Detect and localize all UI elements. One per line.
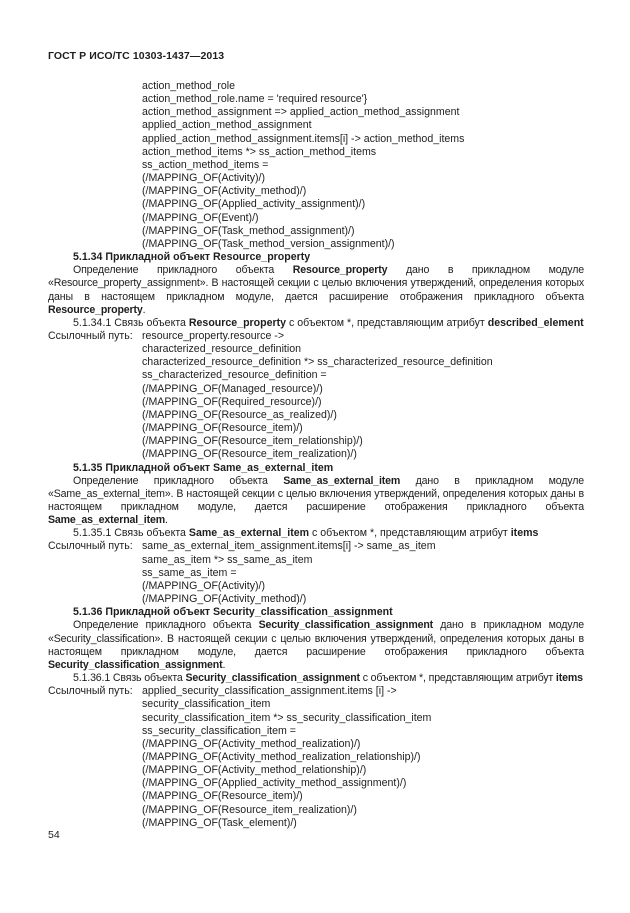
text-run: Определение прикладного объекта (73, 264, 293, 277)
section-heading: 5.1.36 Прикладной объект Security_classification_assignment (73, 606, 393, 619)
code-line: applied_action_method_assignment.items[i] -> action_method_items (142, 132, 465, 145)
code-line: characterized_resource_definition *> ss_characterized_resource_definition (142, 356, 493, 369)
text-run: 5.1.35.1 Связь объекта (73, 527, 189, 540)
reference-path-label: Ссылочный путь: (48, 540, 133, 553)
code-line: (/MAPPING_OF(Task_method_assignment)/) (142, 224, 355, 237)
text-run: с объектом *, представляющим атрибут (359, 672, 556, 685)
code-line: action_method_role.name = 'required resource'} (142, 93, 368, 106)
code-line: same_as_external_item_assignment.items[i] -> same_as_item (142, 540, 436, 553)
text-run: . (142, 303, 146, 316)
code-line: ss_characterized_resource_definition = (142, 369, 327, 382)
reference-path (48, 540, 584, 553)
code-line: security_classification_item *> ss_security_classification_item (142, 711, 432, 724)
code-line: applied_security_classification_assignment.items [i] -> (142, 685, 397, 698)
page-content (48, 80, 584, 830)
text-run: . (222, 658, 226, 671)
document-header: ГОСТ Р ИСО/ТС 10303-1437—2013 (48, 50, 225, 62)
code-line: (/MAPPING_OF(Activity_method_relationship)/) (142, 764, 367, 777)
code-line: (/MAPPING_OF(Applied_activity_method_assignment)/) (142, 777, 407, 790)
attribute-name: items (510, 527, 539, 540)
code-line: (/MAPPING_OF(Resource_item_relationship)/) (142, 435, 363, 448)
code-line: (/MAPPING_OF(Resource_item_realization)/) (142, 448, 357, 461)
subsection-line (48, 672, 584, 685)
code-line: (/MAPPING_OF(Resource_item_realization)/) (142, 803, 357, 816)
code-line: (/MAPPING_OF(Task_method_version_assignment)/) (142, 237, 395, 250)
text-run: . (165, 514, 168, 527)
section-paragraph (48, 619, 584, 672)
code-line: (/MAPPING_OF(Resource_item)/) (142, 422, 303, 435)
code-line: ss_action_method_items = (142, 158, 269, 171)
section-5-1-36 (48, 606, 584, 830)
reference-path-label: Ссылочный путь: (48, 685, 133, 698)
text-run: Определение прикладного объекта (73, 619, 259, 632)
code-line: (/MAPPING_OF(Activity)/) (142, 172, 266, 185)
attribute-name: items (555, 672, 583, 685)
code-line: ss_same_as_item = (142, 566, 237, 579)
code-line: (/MAPPING_OF(Activity_method)/) (142, 185, 307, 198)
code-line: ss_security_classification_item = (142, 724, 296, 737)
entity-name: Security_classification_assignment (48, 658, 223, 671)
code-line: (/MAPPING_OF(Activity)/) (142, 579, 266, 592)
code-line: security_classification_item (142, 698, 271, 711)
code-line: (/MAPPING_OF(Event)/) (142, 211, 259, 224)
code-line: applied_action_method_assignment (142, 119, 312, 132)
code-line: (/MAPPING_OF(Required_resource)/) (142, 395, 322, 408)
subsection-line (48, 317, 584, 330)
code-line: (/MAPPING_OF(Applied_activity_assignment)/) (142, 198, 366, 211)
code-line: (/MAPPING_OF(Activity_method_realization)/) (142, 737, 361, 750)
section-paragraph (48, 264, 584, 317)
code-line: action_method_items *> ss_action_method_items (142, 145, 377, 158)
code-line: (/MAPPING_OF(Task_element)/) (142, 816, 297, 829)
entity-name: Resource_property (48, 303, 143, 316)
text-run: 5.1.34.1 Связь объекта (73, 316, 189, 329)
text-run: Определение прикладного объекта (73, 474, 284, 487)
code-line: (/MAPPING_OF(Activity_method)/) (142, 593, 307, 606)
subsection-line (48, 527, 584, 540)
section-paragraph (48, 475, 584, 528)
code-line: (/MAPPING_OF(Resource_as_realized)/) (142, 408, 337, 421)
text-run: дано в прикладном модуле «Resource_property_assignment». В настоящей секции с целью включения утверждений, определения которых даны в настоящем прикладном модуле, дается расширение отображения прикладного объекта (48, 264, 584, 303)
reference-path (48, 685, 584, 698)
section-5-1-34 (48, 251, 584, 462)
reference-path (48, 330, 584, 343)
attribute-name: described_element (487, 316, 584, 329)
mapping-lines-top (48, 80, 584, 251)
entity-name: Security_classification_assignment (185, 672, 360, 685)
entity-name: Same_as_external_item (48, 514, 165, 527)
section-5-1-35 (48, 462, 584, 607)
entity-name: Resource_property (292, 264, 388, 277)
text-run: дано в прикладном модуле «Same_as_external_item». В настоящей секции с целью включения утверждений, определения которых даны в настоящем прикладном модуле, дается расширение отображения прикладного объекта (48, 474, 584, 513)
section-heading: 5.1.35 Прикладной объект Same_as_external_item (73, 461, 334, 474)
entity-name: Same_as_external_item (283, 474, 401, 487)
entity-name: Same_as_external_item (188, 527, 310, 540)
text-run: 5.1.36.1 Связь объекта (73, 672, 186, 685)
reference-path-label: Ссылочный путь: (48, 329, 133, 342)
entity-name: Security_classification_assignment (258, 619, 434, 632)
code-line: action_method_role (142, 80, 236, 92)
code-line: resource_property.resource -> (142, 329, 285, 342)
code-line: (/MAPPING_OF(Resource_item)/) (142, 790, 303, 803)
code-line: characterized_resource_definition (142, 343, 301, 356)
code-line: action_method_assignment => applied_action_method_assignment (142, 106, 460, 119)
section-heading: 5.1.34 Прикладной объект Resource_property (73, 251, 311, 264)
text-run: дано в прикладном модуле «Security_classification». В настоящей секции с целью включения утверждений, определения которых даны в настоящем прикладном модуле, дается расширение отображения прикладного объекта (48, 619, 584, 658)
entity-name: Resource_property (188, 316, 287, 329)
text-run: с объектом *, представляющим атрибут (286, 316, 488, 329)
code-line: (/MAPPING_OF(Managed_resource)/) (142, 382, 323, 395)
text-run: с объектом *, представляющим атрибут (309, 527, 511, 540)
page-number: 54 (48, 829, 60, 841)
code-line: (/MAPPING_OF(Activity_method_realization_relationship)/) (142, 750, 421, 763)
code-line: same_as_item *> ss_same_as_item (142, 553, 313, 566)
